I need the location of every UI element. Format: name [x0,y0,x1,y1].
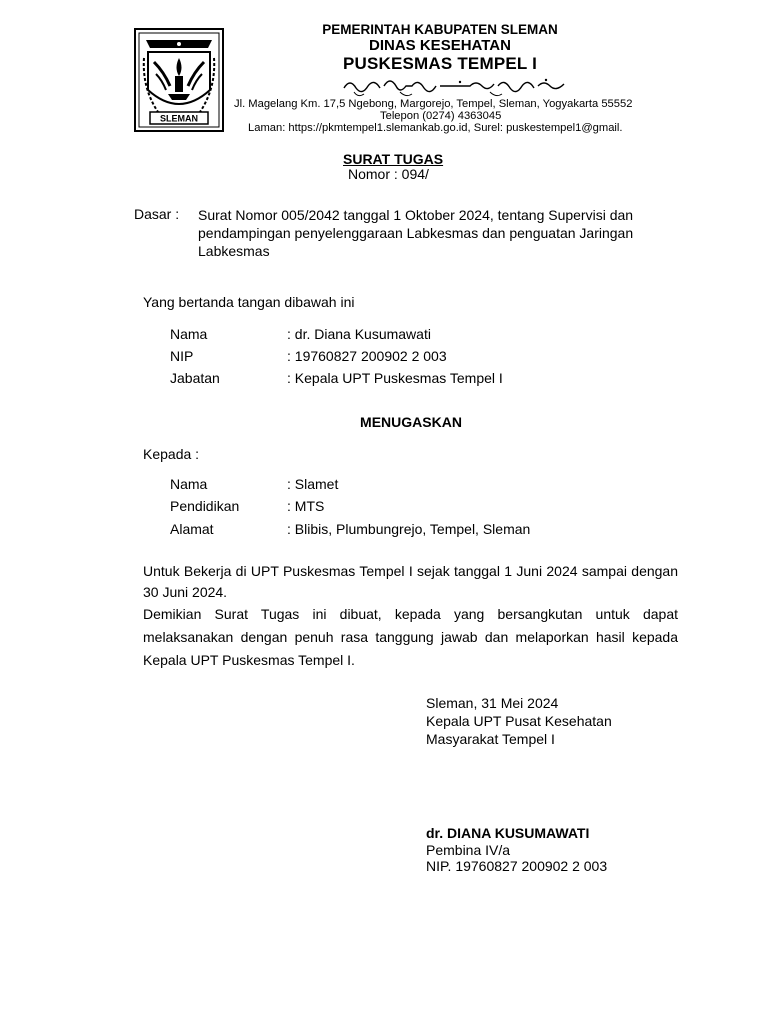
recipient-intro: Kepada : [143,446,200,462]
letterhead-government: PEMERINTAH KABUPATEN SLEMAN [322,22,558,37]
letterhead-phone: Telepon (0274) 4363045 [380,110,502,122]
dasar-label: Dasar : [134,206,180,222]
signer-name-value: : dr. Diana Kusumawati [287,326,431,342]
document-number: Nomor : 094/ [348,166,429,182]
assignment-paragraph: Untuk Bekerja di UPT Puskesmas Tempel I sejak tanggal 1 Juni 2024 sampai dengan 30 Juni 2024. [143,563,678,600]
signer-nip-label: NIP [170,348,194,364]
signature-rank: Pembina IV/a [426,842,511,858]
signature-position-line2: Masyarakat Tempel I [426,731,555,747]
signer-intro: Yang bertanda tangan dibawah ini [143,294,355,310]
recipient-address-label: Alamat [170,521,214,537]
letterhead-department: DINAS KESEHATAN [369,37,511,54]
signer-nip-value: : 19760827 200902 2 003 [287,348,447,364]
sleman-emblem-logo [134,28,224,132]
signature-place-date: Sleman, 31 Mei 2024 [426,695,559,711]
document-title: SURAT TUGAS [343,151,444,167]
signature-nip: NIP. 19760827 200902 2 003 [426,858,608,874]
signer-position-value: : Kepala UPT Puskesmas Tempel I [287,370,503,386]
signature-name: dr. DIANA KUSUMAWATI [426,825,590,841]
recipient-name-value: : Slamet [287,476,339,492]
signer-name-label: Nama [170,326,208,342]
letterhead-web: Laman: https://pkmtempel1.slemankab.go.id, Surel: puskestempel1@gmail. [248,122,623,134]
recipient-education-value: : MTS [287,498,325,514]
letterhead-address: Jl. Magelang Km. 17,5 Ngebong, Margorejo, Tempel, Sleman, Yogyakarta 55552 [234,98,633,110]
signer-position-label: Jabatan [170,370,220,386]
assign-heading: MENUGASKAN [360,414,462,430]
recipient-education-label: Pendidikan [170,498,240,514]
closing-paragraph: Demikian Surat Tugas ini dibuat, kepada yang bersangkutan untuk dapat melaksanakan dengan penuh rasa tanggung jawab dan melaporkan hasil kepada Kepala UPT Puskesmas Tempel I. [143,606,678,668]
recipient-address-value: : Blibis, Plumbungrejo, Tempel, Sleman [287,521,531,537]
letterhead-institution: PUSKESMAS TEMPEL I [342,54,538,73]
recipient-name-label: Nama [170,476,208,492]
logo-banner-text: SLEMAN [160,113,198,124]
signature-position-line1: Kepala UPT Pusat Kesehatan [426,713,612,729]
dasar-text: Surat Nomor 005/2042 tanggal 1 Oktober 2024, tentang Supervisi dan pendampingan penyelenggaraan Labkesmas dan penguatan Jaringan Labkesmas [198,207,634,259]
